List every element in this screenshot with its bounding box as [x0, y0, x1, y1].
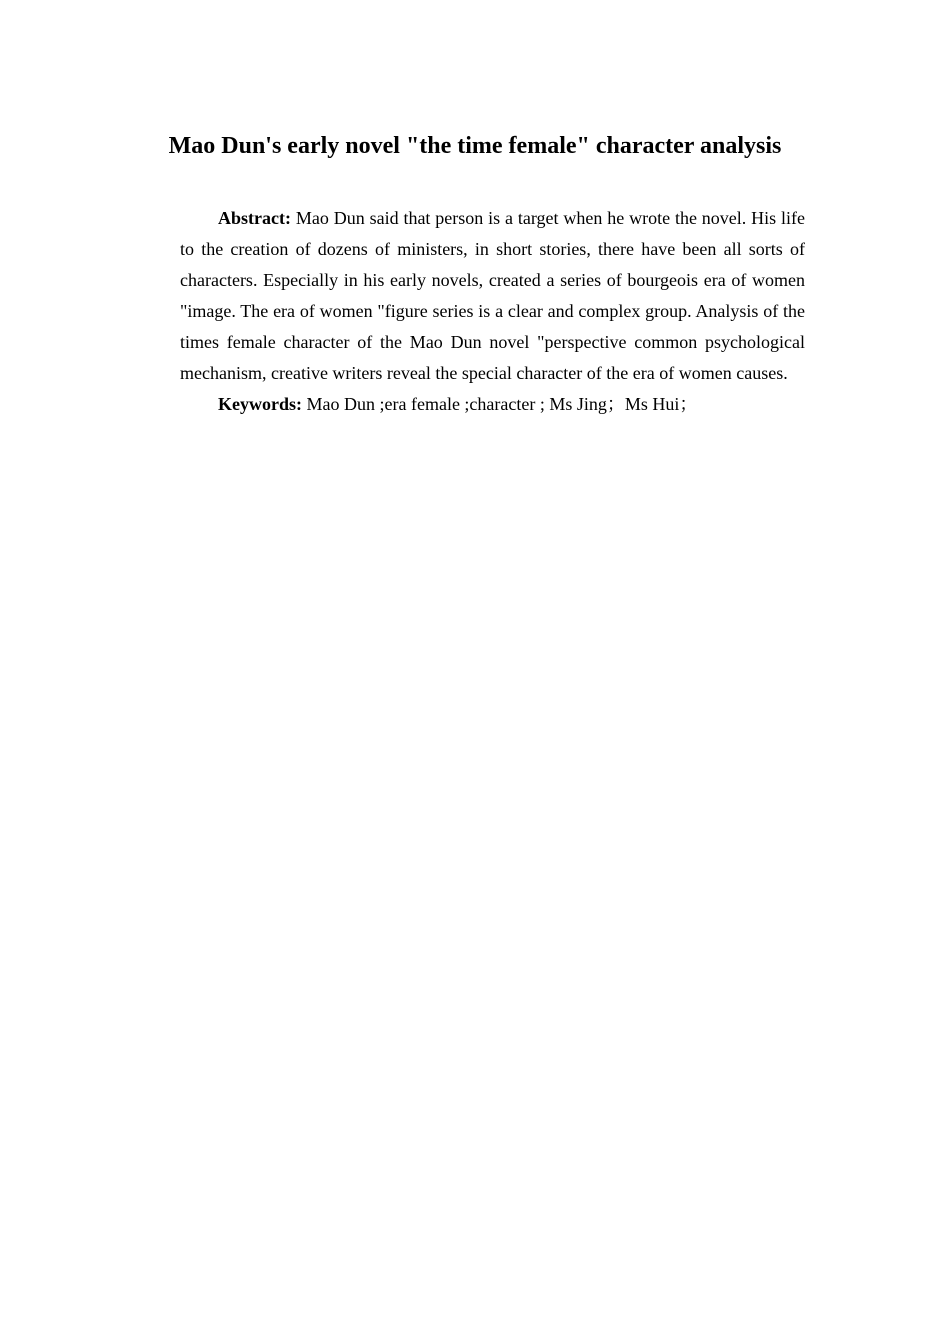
paper-title: Mao Dun's early novel "the time female" character analysis: [168, 133, 782, 159]
keywords-label: Keywords:: [218, 394, 302, 414]
keywords-text: Mao Dun ;era female ;character ; Ms Jing；Ms Hui；: [306, 394, 698, 414]
abstract-label: Abstract:: [218, 208, 291, 228]
abstract-text: Mao Dun said that person is a target when he wrote the novel. His life to the creation of dozens of ministers, in short stories, there have been all sorts of characters. Especially in his early novels, created a series of bourgeois era of women "image. The era of women "figure series is a clear and complex group. Analysis of the times female character of the Mao Dun novel "perspective common psychological mechanism, creative writers reveal the special character of the era of women causes.: [180, 208, 806, 383]
keywords-paragraph: [180, 389, 805, 420]
abstract-paragraph: [180, 203, 805, 389]
abstract-section: [180, 203, 805, 420]
